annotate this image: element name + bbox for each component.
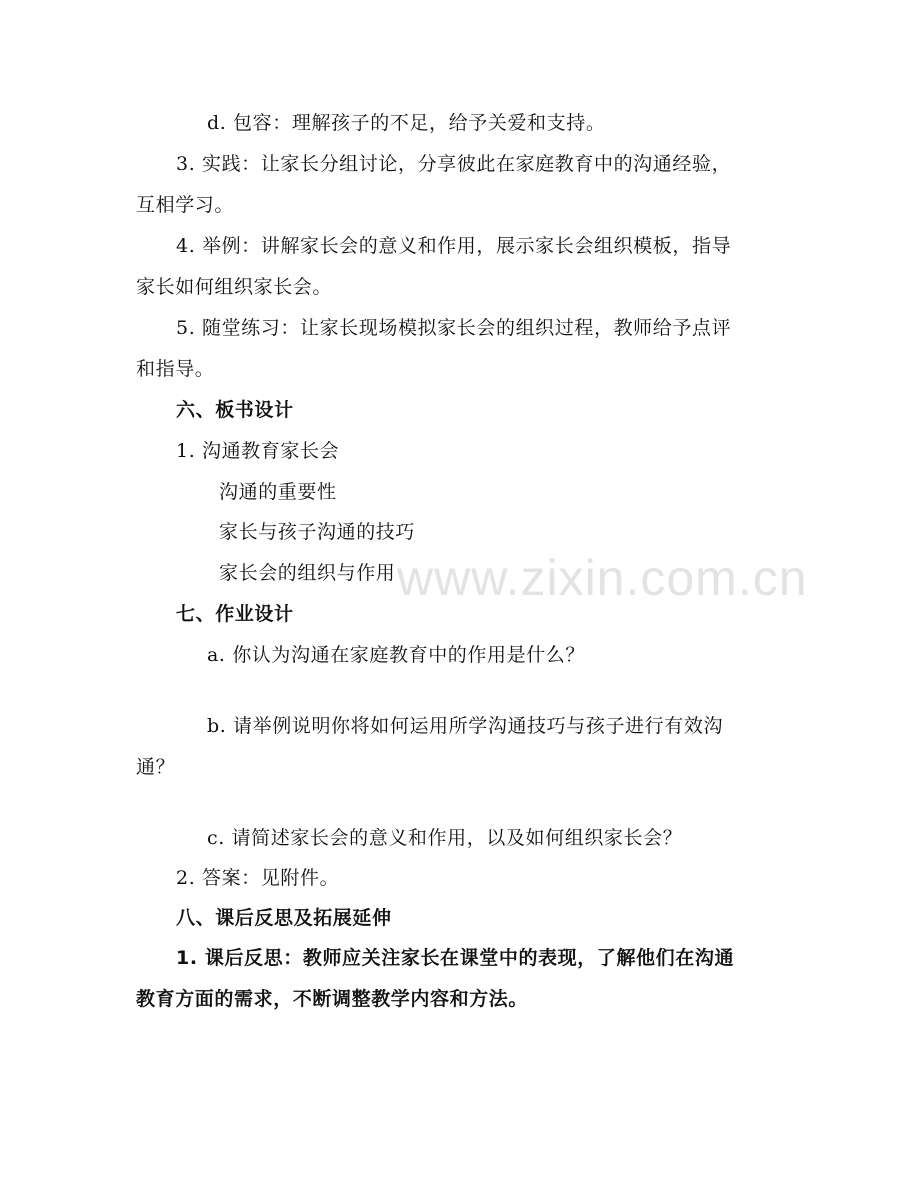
list-item-4-continued: 家长如何组织家长会。 — [136, 276, 333, 298]
list-item-d: d. 包容：理解孩子的不足，给予关爱和支持。 — [207, 112, 606, 134]
section-heading-board-design: 六、板书设计 — [176, 399, 294, 421]
homework-item-b-continued: 通？ — [136, 756, 176, 778]
list-item-3: 3. 实践：让家长分组讨论，分享彼此在家庭教育中的沟通经验， — [176, 153, 732, 175]
section-heading-reflection: 八、课后反思及拓展延伸 — [176, 907, 392, 929]
board-item-1: 1. 沟通教育家长会 — [176, 440, 340, 462]
section-heading-homework: 七、作业设计 — [176, 603, 294, 625]
reflection-item-1-continued: 教育方面的需求，不断调整教学内容和方法。 — [136, 988, 529, 1010]
list-item-5: 5. 随堂练习：让家长现场模拟家长会的组织过程，教师给予点评 — [176, 317, 732, 339]
board-subitem: 沟通的重要性 — [219, 481, 337, 503]
list-item-4: 4. 举例：讲解家长会的意义和作用，展示家长会组织模板，指导 — [176, 235, 732, 257]
list-item-3-continued: 互相学习。 — [136, 194, 235, 216]
list-item-5-continued: 和指导。 — [136, 358, 215, 380]
board-subitem: 家长与孩子沟通的技巧 — [219, 521, 416, 543]
homework-item-c: c. 请简述家长会的意义和作用，以及如何组织家长会？ — [207, 827, 683, 849]
homework-item-b: b. 请举例说明你将如何运用所学沟通技巧与孩子进行有效沟 — [207, 715, 724, 737]
reflection-item-1: 1. 课后反思：教师应关注家长在课堂中的表现，了解他们在沟通 — [176, 947, 735, 969]
board-subitem: 家长会的组织与作用 — [219, 562, 396, 584]
watermark: www.zixin.com.cn — [397, 550, 808, 606]
homework-item-a: a. 你认为沟通在家庭教育中的作用是什么？ — [207, 644, 586, 666]
answer-item: 2. 答案：见附件。 — [176, 867, 340, 889]
